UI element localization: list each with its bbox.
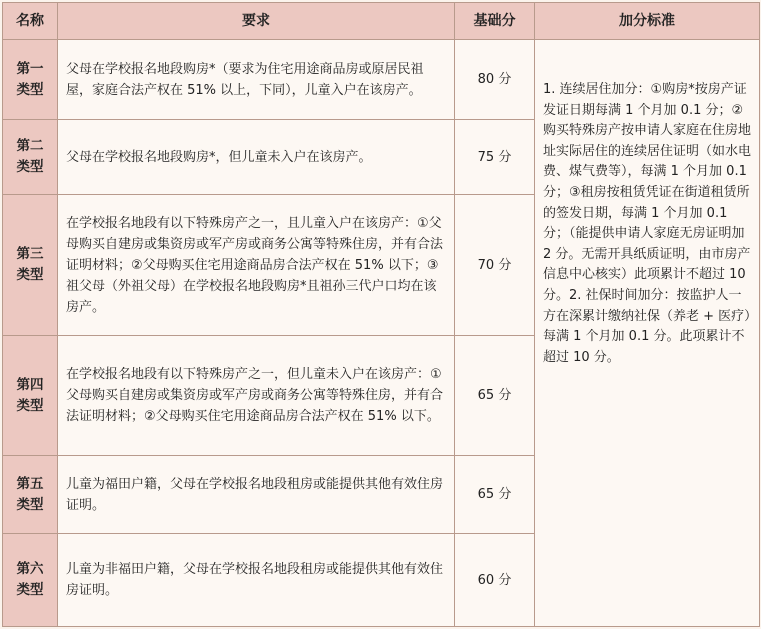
- housing-score-table: [2, 2, 760, 627]
- score-cell: 65 分: [455, 336, 535, 456]
- score-cell: 70 分: [455, 195, 535, 336]
- bonus-text: 1. 连续居住加分：①购房*按房产证发证日期每满 1 个月加 0.1 分；②购买特殊房产按申请人家庭在住房地址实际居住的连续居住证明（如水电费、煤气费等），每满 1 个月加 0.1 分；③租房按租赁凭证在街道租赁所的签发日期，每满 1 个月加 0.1 分；（能提供申请人家庭无房证明加 2 分。无需开具纸质证明，由市房产信息中心核实）此项累计不超过 10 分。2. 社保时间加分：按监护人一方在深累计缴纳社保（养老 + 医疗）每满 1 个月加 0.1 分。此项累计不超过 10 分。: [543, 82, 752, 365]
- requirement-cell: 在学校报名地段有以下特殊房产之一，但儿童未入户在该房产：①父母购买自建房或集资房或军产房或商务公寓等特殊住房，并有合法证明材料；②父母购买住宅用途商品房合法产权在 51% 以下。: [58, 336, 455, 456]
- score-cell: 80 分: [455, 40, 535, 120]
- requirement-cell: 父母在学校报名地段购房*，但儿童未入户在该房产。: [58, 120, 455, 195]
- type-label: 第二类型: [16, 138, 44, 175]
- type-label: 第五类型: [16, 475, 44, 513]
- type-cell: [3, 120, 58, 195]
- requirement-cell: 父母在学校报名地段购房*（要求为住宅用途商品房或原居民祖屋，家庭合法产权在 51% 以上，下同），儿童入户在该房产。: [58, 40, 455, 120]
- type-cell: [3, 534, 58, 627]
- score-cell: 65 分: [455, 456, 535, 534]
- bonus-standard-cell: [535, 40, 760, 627]
- requirement-cell: 在学校报名地段有以下特殊房产之一，且儿童入户在该房产：①父母购买自建房或集资房或军产房或商务公寓等特殊住房，并有合法证明材料；②父母购买住宅用途商品房合法产权在 51% 以下；③祖父母（外祖父母）在学校报名地段购房*且祖孙三代户口均在该房产。: [58, 195, 455, 336]
- type-cell: [3, 195, 58, 336]
- table-header-row: [3, 3, 760, 40]
- type-label: 第三类型: [16, 246, 44, 283]
- type-label: 第一类型: [16, 60, 44, 98]
- score-cell: 75 分: [455, 120, 535, 195]
- requirement-cell: 儿童为福田户籍，父母在学校报名地段租房或能提供其他有效住房证明。: [58, 456, 455, 534]
- type-label: 第六类型: [16, 561, 44, 598]
- header-base-score: 基础分: [455, 3, 535, 40]
- score-cell: 60 分: [455, 534, 535, 627]
- header-name: 名称: [3, 3, 58, 40]
- header-requirement: 要求: [58, 3, 455, 40]
- header-bonus-standard: 加分标准: [535, 3, 760, 40]
- requirement-cell: 儿童为非福田户籍，父母在学校报名地段租房或能提供其他有效住房证明。: [58, 534, 455, 627]
- type-cell: [3, 336, 58, 456]
- table-row: [3, 40, 760, 120]
- type-cell: [3, 40, 58, 120]
- type-label: 第四类型: [16, 376, 44, 414]
- type-cell: [3, 456, 58, 534]
